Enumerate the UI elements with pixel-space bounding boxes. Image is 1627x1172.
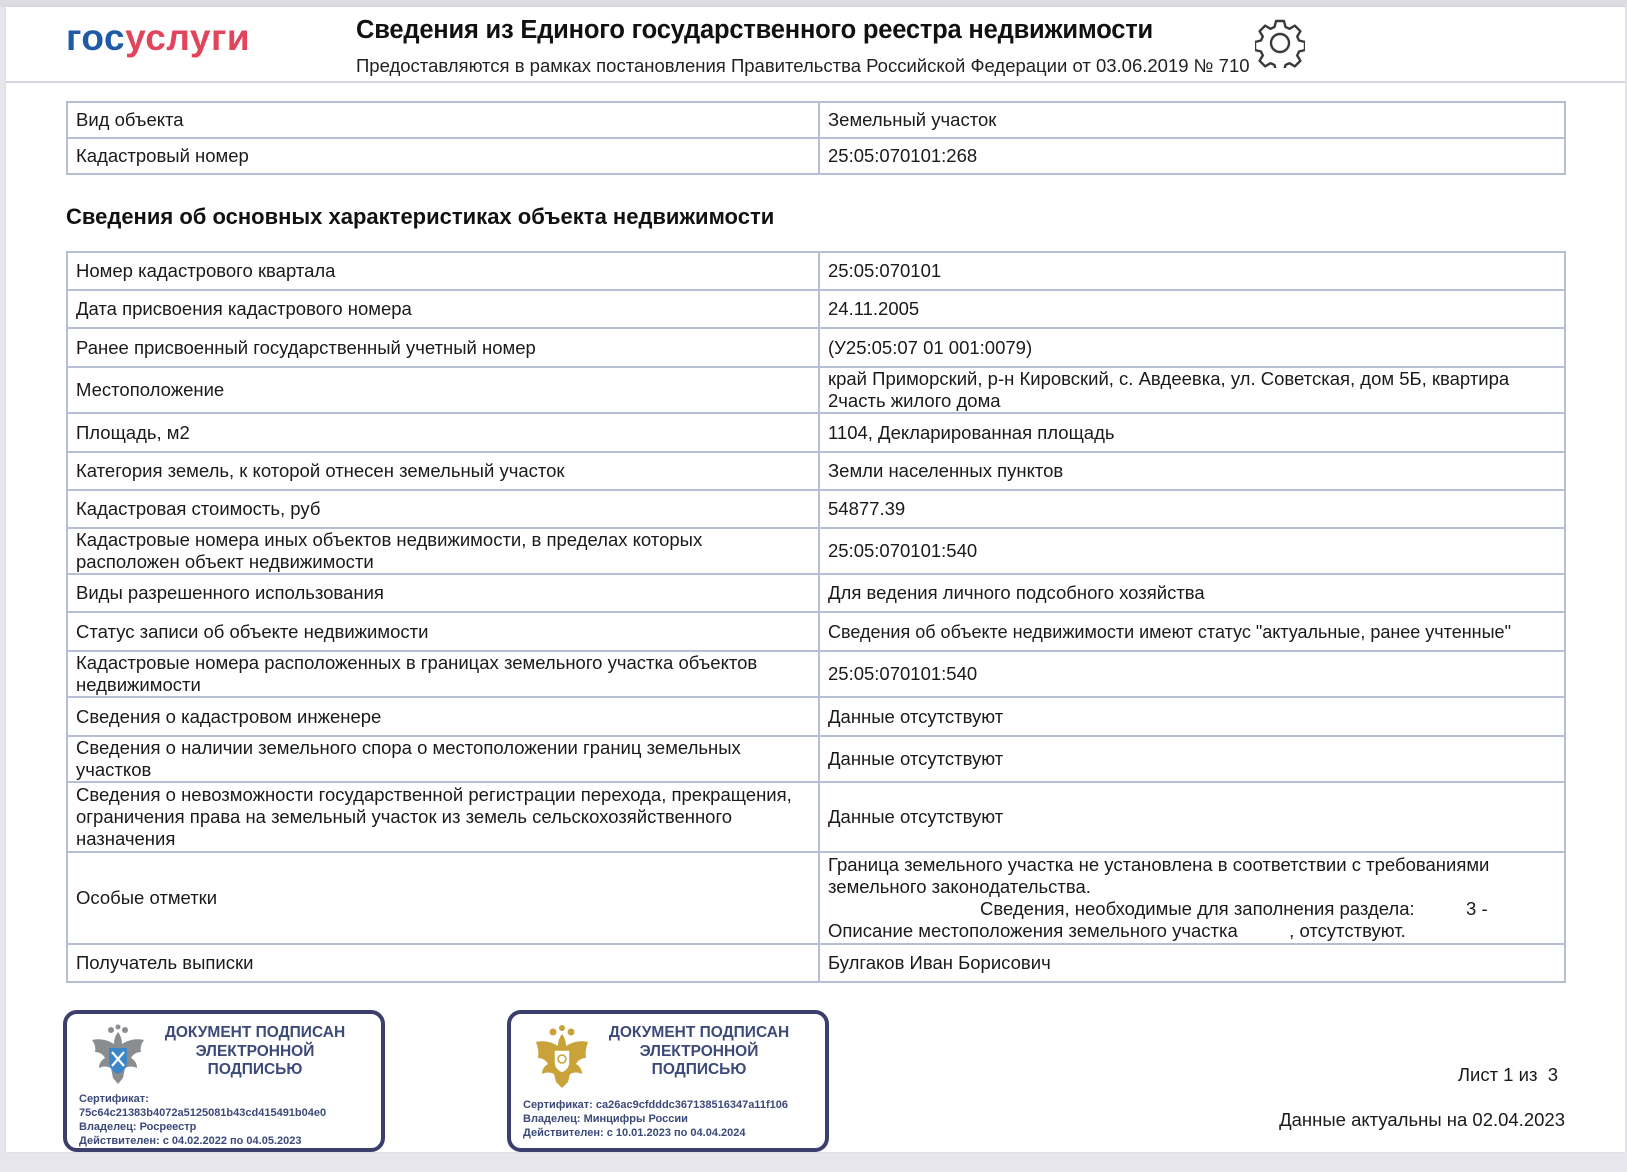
special-marks-line: Описание местоположения земельного участка , отсутствуют. xyxy=(828,920,1406,941)
table-row xyxy=(67,782,1565,852)
row-label: Виды разрешенного использования xyxy=(67,574,819,612)
special-marks-value xyxy=(819,852,1565,944)
table-row xyxy=(67,490,1565,528)
row-label: Номер кадастрового квартала xyxy=(67,252,819,290)
coat-of-arms-icon xyxy=(531,1024,593,1090)
row-value: Данные отсутствуют xyxy=(819,697,1565,736)
table-row xyxy=(67,102,1565,138)
stamp-info xyxy=(79,1092,326,1148)
row-value: 24.11.2005 xyxy=(819,290,1565,328)
row-label: Кадастровая стоимость, руб xyxy=(67,490,819,528)
row-label: Ранее присвоенный государственный учетный номер xyxy=(67,328,819,367)
stamp-cert: Сертификат: ca26ac9cfdddc367138516347a11f106 xyxy=(523,1099,788,1111)
table-row xyxy=(67,852,1565,944)
object-table xyxy=(66,101,1566,175)
row-value: 25:05:070101:268 xyxy=(819,138,1565,174)
table-row xyxy=(67,252,1565,290)
logo-part-gos: гос xyxy=(66,17,126,58)
stamp-title-line: ДОКУМЕНТ ПОДПИСАН xyxy=(608,1024,790,1041)
stamp-title xyxy=(599,1024,799,1080)
row-value: 25:05:070101 xyxy=(819,252,1565,290)
header-divider xyxy=(6,81,1625,83)
row-value: 1104, Декларированная площадь xyxy=(819,413,1565,452)
table-row xyxy=(67,697,1565,736)
row-label: Кадастровые номера расположенных в границах земельного участка объектов недвижимости xyxy=(67,651,819,697)
stamp-cert: 75c64c21383b4072a5125081b43cd415491b04e0 xyxy=(79,1107,327,1119)
row-label: Кадастровые номера иных объектов недвижимости, в пределах которых расположен объект недвижимости xyxy=(67,528,819,574)
row-value: Булгаков Иван Борисович xyxy=(819,944,1565,982)
row-label: Дата присвоения кадастрового номера xyxy=(67,290,819,328)
stamp-title-line: ПОДПИСЬЮ xyxy=(651,1061,747,1078)
row-label: Кадастровый номер xyxy=(67,138,819,174)
row-value: край Приморский, р-н Кировский, с. Авдеевка, ул. Советская, дом 5Б, квартира 2часть жилого дома xyxy=(819,367,1565,413)
stamp-info xyxy=(523,1098,788,1140)
logo-part-uslugi: услуги xyxy=(125,17,251,58)
section-heading: Сведения об основных характеристиках объекта недвижимости xyxy=(66,204,775,229)
table-row xyxy=(67,574,1565,612)
data-actual-date: Данные актуальны на 02.04.2023 xyxy=(1279,1109,1565,1130)
signature-stamp-rosreestr xyxy=(63,1010,385,1152)
signature-stamp-mintsifry xyxy=(507,1010,829,1152)
stamp-title-line: ЭЛЕКТРОННОЙ xyxy=(195,1042,315,1060)
row-label: Площадь, м2 xyxy=(67,413,819,452)
special-marks-line: Сведения, необходимые для заполнения раздела: 3 - xyxy=(980,898,1488,919)
stamp-title xyxy=(155,1024,355,1080)
row-value: Данные отсутствуют xyxy=(819,782,1565,852)
row-value: Данные отсутствуют xyxy=(819,736,1565,782)
table-row xyxy=(67,367,1565,413)
row-label: Вид объекта xyxy=(67,102,819,138)
row-label: Статус записи об объекте недвижимости xyxy=(67,612,819,651)
document-title: Сведения из Единого государственного реестра недвижимости xyxy=(356,16,1154,44)
table-row xyxy=(67,736,1565,782)
stamp-title-line: ДОКУМЕНТ ПОДПИСАН xyxy=(164,1024,346,1041)
table-row xyxy=(67,138,1565,174)
special-marks-line: Граница земельного участка не установлена в соответствии с требованиями xyxy=(828,854,1490,875)
stamp-owner: Владелец: Росреестр xyxy=(79,1121,197,1133)
row-value: 25:05:070101:540 xyxy=(819,651,1565,697)
row-value: Сведения об объекте недвижимости имеют статус "актуальные, ранее учтенные" xyxy=(819,612,1565,651)
top-bar xyxy=(0,0,1627,7)
rosreestr-emblem-icon xyxy=(87,1024,149,1090)
row-label: Получатель выписки xyxy=(67,944,819,982)
row-value: 54877.39 xyxy=(819,490,1565,528)
row-label: Сведения о наличии земельного спора о местоположении границ земельных участков xyxy=(67,736,819,782)
table-row xyxy=(67,452,1565,490)
stamp-title-line: ЭЛЕКТРОННОЙ xyxy=(639,1042,759,1060)
row-label: Категория земель, к которой отнесен земельный участок xyxy=(67,452,819,490)
sheet-number: Лист 1 из 3 xyxy=(1457,1064,1558,1085)
row-value: Земельный участок xyxy=(819,102,1565,138)
characteristics-table xyxy=(66,251,1566,983)
stamp-title-line: ПОДПИСЬЮ xyxy=(207,1061,303,1078)
stamp-valid: Действителен: с 10.01.2023 по 04.04.2024 xyxy=(523,1127,746,1139)
table-row xyxy=(67,413,1565,452)
table-row xyxy=(67,528,1565,574)
row-value: Для ведения личного подсобного хозяйства xyxy=(819,574,1565,612)
table-row xyxy=(67,612,1565,651)
row-label: Местоположение xyxy=(67,367,819,413)
table-row xyxy=(67,290,1565,328)
row-value: (У25:05:07 01 001:0079) xyxy=(819,328,1565,367)
row-label: Сведения о невозможности государственной регистрации перехода, прекращения, ограничения права на земельный участок из земель сельскохозяйственного назначения xyxy=(67,782,819,852)
stamp-cert-label: Сертификат: xyxy=(79,1093,149,1105)
special-marks-line: земельного законодательства. xyxy=(828,876,1091,897)
gosuslugi-logo[interactable] xyxy=(66,14,250,62)
gear-icon[interactable] xyxy=(1255,18,1305,68)
table-row xyxy=(67,944,1565,982)
stamp-owner: Владелец: Минцифры России xyxy=(523,1113,688,1125)
document-subtitle: Предоставляются в рамках постановления Правительства Российской Федерации от 03.06.2019 № 710 xyxy=(356,55,1250,76)
table-row xyxy=(67,328,1565,367)
row-value: Земли населенных пунктов xyxy=(819,452,1565,490)
row-label: Особые отметки xyxy=(67,852,819,944)
row-label: Сведения о кадастровом инженере xyxy=(67,697,819,736)
table-row xyxy=(67,651,1565,697)
row-value: 25:05:070101:540 xyxy=(819,528,1565,574)
stamp-valid: Действителен: с 04.02.2022 по 04.05.2023 xyxy=(79,1135,302,1147)
